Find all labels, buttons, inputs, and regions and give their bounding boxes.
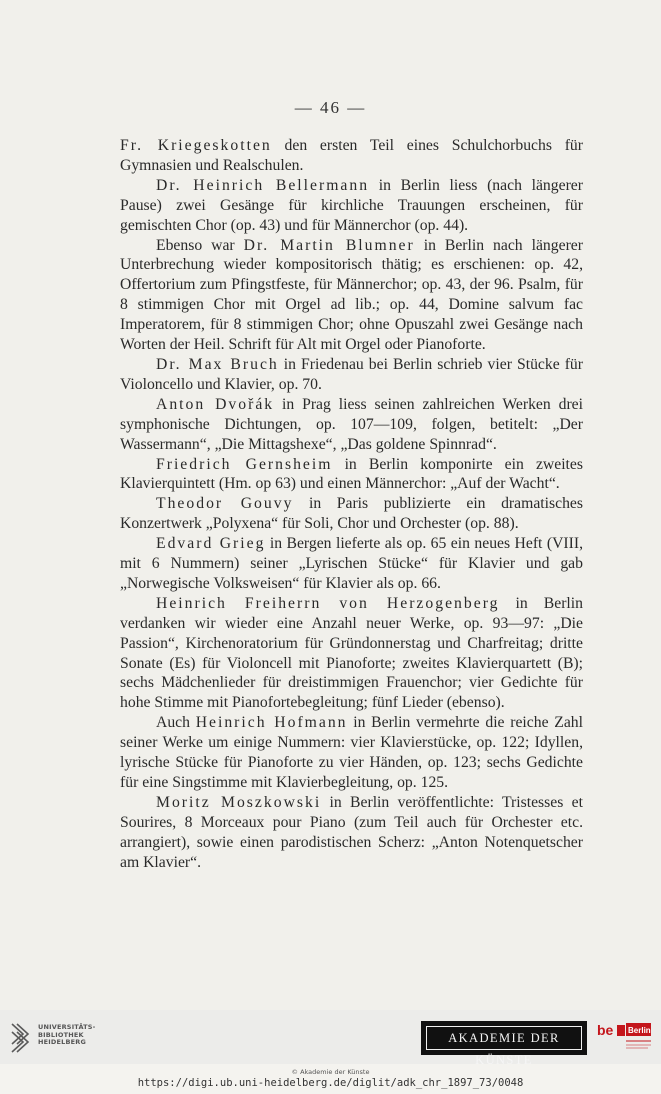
akademie-label: AKADEMIE DER KÜNSTE [426,1026,582,1050]
paragraph: Dr. Max Bruch in Friedenau bei Berlin schrieb vier Stücke für Violoncello und Klavier, op. 70. [120,355,583,393]
svg-text:Berlin: Berlin [628,1026,651,1035]
person-name: Edvard Grieg [156,535,266,553]
paragraph: Theodor Gouvy in Paris publizierte ein dramatisches Konzertwerk „Polyxena“ für Soli, Chor und Orchester (op. 88). [120,495,583,533]
paragraph: Anton Dvořák in Prag liess seinen zahlreichen Werken drei symphonische Dichtungen, op. 107—109, folgen, betitelt: „Der Wassermann“, „Die Mittagshexe“, „Das goldene Spinnrad“. [120,395,583,453]
person-name: Theodor Gouvy [156,495,294,513]
senate-berlin-logo-icon[interactable] [596,1021,652,1057]
body-text [120,136,583,873]
person-name: Heinrich Freiherrn von Herzogenberg [156,594,500,612]
page-number: — 46 — [294,98,367,117]
paragraph: Edvard Grieg in Bergen lieferte als op. 65 ein neues Heft (VIII, mit 6 Nummern) seiner „Lyrischen Stücke“ für Klavier und gab „Norwegische Volksweisen“ für Klavier als op. 66. [120,535,583,592]
paragraph: Friedrich Gernsheim in Berlin komponirte ein zweites Klavierquintett (Hm. op 63) und einen Männerchor: „Auf der Wacht“. [120,455,583,493]
person-name: Dr. Heinrich Bellermann [156,176,370,194]
paragraph: Fr. Kriegeskotten den ersten Teil eines Schulchorbuchs für Gymnasien und Realschulen. [120,137,583,174]
person-name: Dr. Martin Blumner [243,236,415,254]
paragraph: Moritz Moszkowski in Berlin veröffentlichte: Tristesses et Sourires, 8 Morceaux pour Piano (zum Teil auch für Orchester etc. arrangiert), sowie einen parodistischen Scherz: „Anton Notenquetscher am Klavier“. [120,793,583,871]
svg-text:be: be [597,1022,614,1038]
person-name: Friedrich Gernsheim [156,455,333,473]
person-name: Moritz Moszkowski [156,793,322,811]
copyright-text: © Akademie der Künste [291,1068,370,1076]
person-name: Heinrich Hofmann [195,714,348,732]
akademie-der-kuenste-logo[interactable] [421,1021,587,1067]
person-name: Dr. Max Bruch [156,355,279,373]
paragraph: Ebenso war Dr. Martin Blumner in Berlin nach längerer Unterbrechung wieder kompositorisch thätig; es erschienen: op. 42, Offertorium zum Pfingstfeste, für Männerchor; op. 43, der 96. Psalm, für 8 stimmigen Chor mit Orgel ad lib.; op. 44, Domine salvum fac Imperatorem, für 8 stimmigen Chor; ohne Opuszahl zwei Gesänge nach Worten der Heil. Schrift für Alt mit Orgel oder Pianoforte. [120,236,583,354]
person-name: Anton Dvořák [156,395,275,413]
paragraph: Auch Heinrich Hofmann in Berlin vermehrte die reiche Zahl seiner Werke um einige Nummern: vier Klavierstücke, op. 122; Idyllen, lyrische Stücke für Pianoforte zu vier Händen, op. 123; sechs Gedichte für eine Singstimme mit Klavierbegleitung, op. 125. [120,714,583,791]
university-library-logo-icon[interactable] [9,1018,37,1056]
person-name: Fr. Kriegeskotten [120,137,272,154]
paragraph: Dr. Heinrich Bellermann in Berlin liess (nach längerer Pause) zwei Gesänge für kirchliche Trauungen erscheinen, für gemischten Chor (op. 43) und für Männerchor (op. 44). [120,176,583,234]
paragraph: Heinrich Freiherrn von Herzogenberg in Berlin verdanken wir wieder eine Anzahl neuer Werke, op. 93—97: „Die Passion“, Kirchenoratorium für Gründonnerstag und Charfreitag; dritte Sonate (Es) für Violoncell mit Pianoforte; zweites Klavierquartett (B); sechs Mädchenlieder für dreistimmigen Frauenchor; vier Gedichte für hohe Stimme mit Pianofortebegleitung; fünf Lieder (ebenso). [120,594,583,712]
source-url[interactable]: https://digi.ub.uni-heidelberg.de/diglit/adk_chr_1897_73/0048 [137,1077,524,1089]
university-library-name[interactable]: UNIVERSITÄTS- BIBLIOTHEK HEIDELBERG [38,1023,96,1046]
